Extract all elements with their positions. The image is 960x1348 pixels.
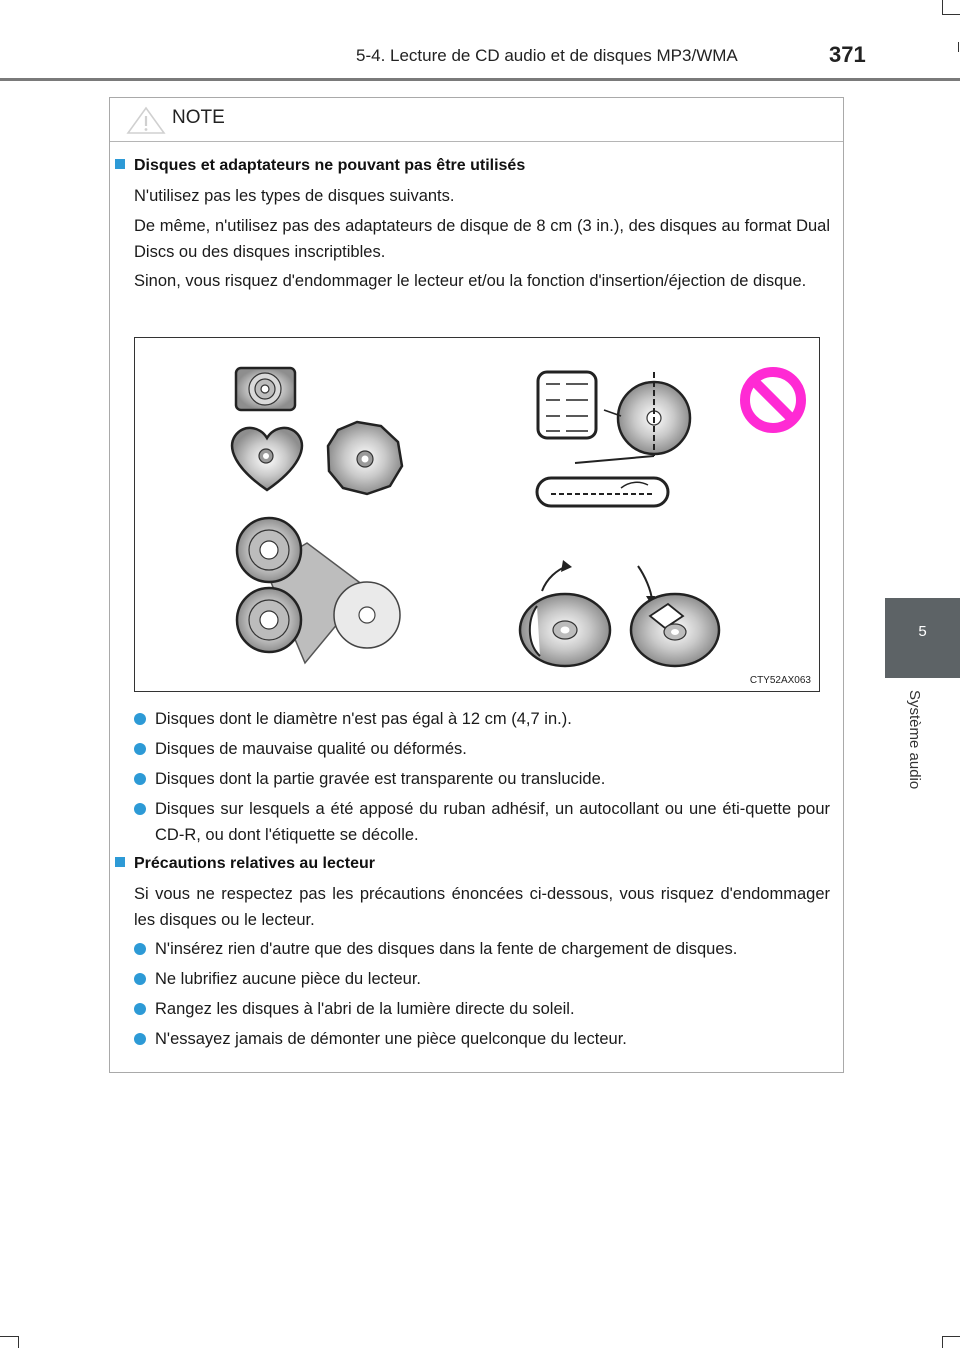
section-heading-unusable-discs xyxy=(115,157,525,175)
bullet-icon xyxy=(134,773,146,785)
sticker-disc-icon xyxy=(631,566,719,666)
square-bullet-icon xyxy=(115,159,125,169)
paragraph: Si vous ne respectez pas les précautions énoncées ci-dessous, vous risquez d'endommager les disques ou le lecteur. xyxy=(134,885,830,929)
paragraph: N'utilisez pas les types de disques suivants. xyxy=(134,187,455,205)
square-disc-icon xyxy=(236,368,295,410)
crop-mark xyxy=(958,42,959,52)
section-title: Disques et adaptateurs ne pouvant pas être utilisés xyxy=(134,157,526,174)
list-item-text: Rangez les disques à l'abri de la lumière directe du soleil. xyxy=(155,1000,575,1018)
list-item-text: Disques dont la partie gravée est transparente ou translucide. xyxy=(155,770,606,788)
bullet-icon xyxy=(134,1003,146,1015)
list-item xyxy=(134,736,830,762)
bullet-icon xyxy=(134,943,146,955)
page-number: 371 xyxy=(829,42,866,67)
crop-mark xyxy=(0,1336,18,1337)
bullet-icon xyxy=(134,803,146,815)
list-item-text: Disques de mauvaise qualité ou déformés. xyxy=(155,740,467,758)
note-label: NOTE xyxy=(172,107,225,128)
crop-mark xyxy=(942,1336,943,1348)
list-item-text: Disques dont le diamètre n'est pas égal à 12 cm (4,7 in.). xyxy=(155,710,572,728)
chapter-number: 5 xyxy=(918,623,927,640)
section-heading-player-precautions xyxy=(115,855,375,873)
bullet-icon xyxy=(134,1033,146,1045)
heart-disc-icon xyxy=(232,428,302,490)
crop-mark xyxy=(18,1336,19,1348)
square-bullet-icon xyxy=(115,857,125,867)
dual-disc-icon xyxy=(537,372,690,506)
chapter-tab xyxy=(885,598,960,678)
list-item xyxy=(134,966,830,992)
chapter-label: Système audio xyxy=(906,690,923,790)
list-item xyxy=(134,706,830,732)
section-title: Précautions relatives au lecteur xyxy=(134,855,375,872)
header-rule xyxy=(0,78,960,81)
discs-illustration xyxy=(135,338,821,693)
note-box xyxy=(109,97,844,1073)
prohibited-icon xyxy=(745,372,801,428)
list-item xyxy=(134,996,830,1022)
illustration-unusable-discs xyxy=(134,337,820,692)
list-item xyxy=(134,1026,830,1052)
peeling-label-disc-icon xyxy=(520,560,610,666)
paragraph: Sinon, vous risquez d'endommager le lecteur et/ou la fonction d'insertion/éjection de disque. xyxy=(134,272,807,290)
list-item-text: N'essayez jamais de démonter une pièce quelconque du lecteur. xyxy=(155,1030,627,1048)
paragraph: De même, n'utilisez pas des adaptateurs de disque de 8 cm (3 in.), des disques au format Dual Discs ou des disques inscriptibles. xyxy=(134,217,830,261)
list-item xyxy=(134,936,830,962)
list-item-text: Disques sur lesquels a été apposé du ruban adhésif, un autocollant ou une éti-quette pour CD-R, ou dont l'étiquette se décolle. xyxy=(155,800,830,844)
running-header: 5-4. Lecture de CD audio et de disques MP3/WMA xyxy=(356,46,738,65)
bullet-icon xyxy=(134,743,146,755)
note-header xyxy=(110,98,843,142)
list-item xyxy=(134,796,830,848)
crop-mark xyxy=(942,14,960,15)
disc-adapter-icon xyxy=(237,518,400,663)
bullet-icon xyxy=(134,973,146,985)
crop-mark xyxy=(942,1336,960,1337)
figure-code: CTY52AX063 xyxy=(749,675,811,686)
crop-mark xyxy=(942,0,943,14)
warning-icon xyxy=(126,106,166,134)
polygon-disc-icon xyxy=(328,422,402,494)
bullet-icon xyxy=(134,713,146,725)
list-item xyxy=(134,766,830,792)
list-item-text: Ne lubrifiez aucune pièce du lecteur. xyxy=(155,970,421,988)
list-item-text: N'insérez rien d'autre que des disques dans la fente de chargement de disques. xyxy=(155,940,738,958)
